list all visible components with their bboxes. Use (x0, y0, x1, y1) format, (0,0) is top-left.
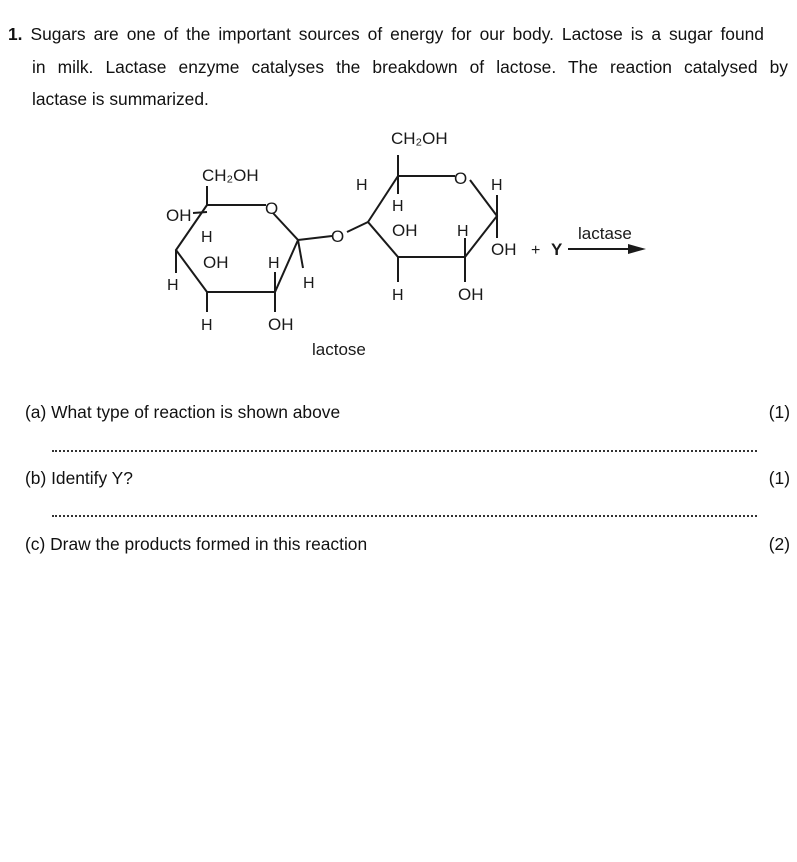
intro-line-2: in milk. Lactase enzyme catalyses the breakdown of lactose. The reaction catalysed by (32, 56, 788, 77)
intro-text-1: Sugars are one of the important sources of energy for our body. Lactose is a sugar found (30, 24, 764, 44)
question-number: 1. (8, 24, 23, 44)
left-ring-oxygen: O (265, 199, 279, 218)
part-c-marks: (2) (768, 534, 790, 554)
part-a-question: (a) What type of reaction is shown above (25, 402, 341, 422)
left-oh-label: OH (166, 206, 192, 225)
plus-sign: + (531, 242, 541, 259)
right-oh-mid: OH (392, 221, 418, 240)
glycosidic-oxygen: O (331, 227, 345, 246)
enzyme-label: lactase (578, 224, 632, 243)
part-a-marks: (1) (768, 402, 790, 422)
part-c-question: (c) Draw the products formed in this reaction (25, 534, 368, 554)
molecule-label: lactose (312, 340, 366, 359)
part-b-question: (b) Identify Y? (25, 468, 133, 488)
reactant-y: Y (551, 240, 563, 259)
right-ring-oxygen: O (454, 169, 468, 188)
drawing-answer-area[interactable] (25, 565, 790, 845)
right-oh-bottom: OH (458, 285, 484, 304)
right-h-top-right: H (491, 177, 503, 194)
left-h-mid: H (268, 255, 280, 272)
right-oh-right: OH (491, 240, 517, 259)
left-ch2oh-label: CH₂OH (202, 166, 259, 185)
right-ch2oh-label: CH₂OH (391, 129, 448, 148)
part-b-answer-line[interactable] (52, 515, 757, 517)
left-oh-mid: OH (203, 253, 229, 272)
part-b-marks: (1) (768, 468, 790, 488)
left-h-upper: H (201, 229, 213, 246)
right-h-mid: H (457, 223, 469, 240)
right-h-top-left: H (356, 177, 368, 194)
left-h-left: H (167, 277, 179, 294)
part-a-answer-line[interactable] (52, 450, 757, 452)
left-oh-bottom: OH (268, 315, 294, 334)
intro-line-3: lactase is summarized. (32, 89, 209, 109)
right-h-upper: H (392, 198, 404, 215)
right-h-bottom: H (392, 287, 404, 304)
left-h-right: H (303, 275, 315, 292)
lactose-structure-diagram (0, 0, 797, 380)
reaction-arrowhead (628, 244, 646, 254)
left-h-bottom: H (201, 317, 213, 334)
